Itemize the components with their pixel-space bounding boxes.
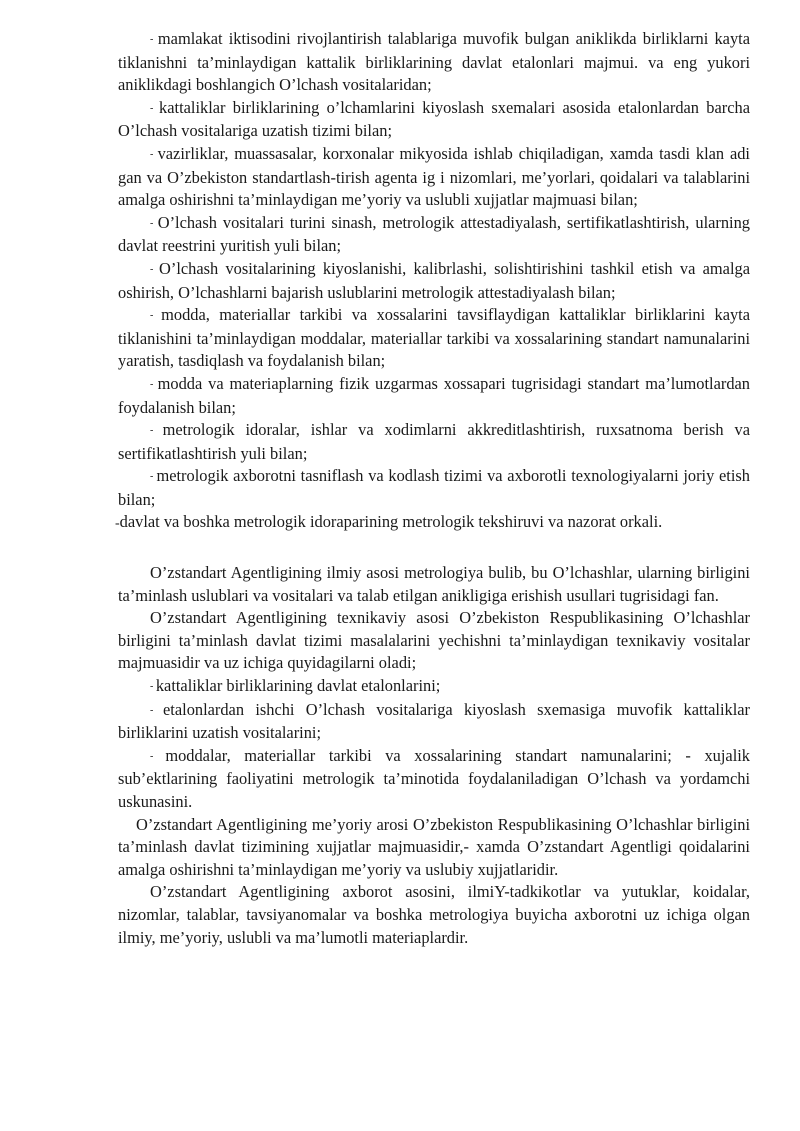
list-item: - moddalar, materiallar tarkibi va xossalarining standart namunalarini; - xujalik sub’ektlarining faoliyatini metrologik ta’minotida foydalaniladigan O’lchash va yordamchi uskunasini.: [118, 745, 750, 814]
list-item: - mamlakat iktisodini rivojlantirish talablariga muvofik bulgan aniklikda birliklarni kayta tiklanishni ta’minlaydigan kattalik birliklarining davlat etalonlari majmui. va eng yukori aniklikdagi boshlangich O’lchash vositalaridan;: [118, 28, 750, 97]
paragraph: O’zstandart Agentligining ilmiy asosi metrologiya bulib, bu O’lchashlar, ularning birligini ta’minlash uslublari va vositalari va talab etilgan anikligiga erishish usullari tugrisidagi fan.: [118, 563, 750, 605]
list-item: - kattaliklar birliklarining o’lchamlarini kiyoslash sxemalari asosida etalonlardan barcha O’lchash vositalariga uzatish tizimi bilan;: [118, 97, 750, 143]
list-item: - modda va materiaplarning fizik uzgarmas xossapari tugrisidagi standart ma’lumotlardan foydalanish bilan;: [118, 373, 750, 419]
list-item: - O’lchash vositalari turini sinash, metrologik attestadiyalash, sertifikatlashtirish, ularning davlat reestrini yuritish yuli bilan;: [118, 212, 750, 258]
list-item: - kattaliklar birliklarining davlat etalonlarini;: [118, 675, 750, 699]
list-item: - etalonlardan ishchi O’lchash vositalariga kiyoslash sxemasiga muvofik kattaliklar birliklarini uzatish vositalarini;: [118, 699, 750, 745]
paragraph: O’zstandart Agentligining me’yoriy arosi O’zbekiston Respublikasining O’lchashlar birligini ta’minlash davlat tizimining xujjatlar majmuasidir,- xamda O’zstandart Agentligi qoidalarini amalga oshirishni ta’minlaydigan me’yoriy va uslubiy xujjatlaridir.: [118, 814, 750, 879]
list-item: - O’lchash vositalarining kiyoslanishi, kalibrlashi, solishtirishini tashkil etish va amalga oshirish, O’lchashlarni bajarish uslublarini metrologik attestadiyalash bilan;: [118, 258, 750, 304]
paragraph: O’zstandart Agentligining texnikaviy asosi O’zbekiston Respublikasining O’lchashlar birligini ta’minlash davlat tizimi masalalarini yechishni ta’minlaydigan texnikaviy vositalar majmuasidir va uz ichiga quyidagilarni oladi;: [118, 608, 750, 673]
document-page: [118, 28, 750, 949]
list-item: - davlat va boshka metrologik idoraparining metrologik tekshiruvi va nazorat orkali.: [118, 511, 750, 536]
list-item: - metrologik axborotni tasniflash va kodlash tizimi va axborotli texnologiyalarni joriy etish bilan;: [118, 465, 750, 511]
list-item: - metrologik idoralar, ishlar va xodimlarni akkreditlashtirish, ruxsatnoma berish va sertifikatlashtirish yuli bilan;: [118, 419, 750, 465]
list-item: - vazirliklar, muassasalar, korxonalar mikyosida ishlab chiqiladigan, xamda tasdi klan adi gan va O’zbekiston standartlash-tirish agenta ig i nizomlari, me’yorlari, qoidalari va talablarini amalga oshirishni ta’minlaydigan me’yoriy va uslubli xujjatlar majmuasi bilan;: [118, 143, 750, 212]
list-item: - modda, materiallar tarkibi va xossalarini tavsiflaydigan kattaliklar birliklarini kayta tiklanishini ta’minlaydigan moddalar, materiallar tarkibi va xossalarining standart namunalarini yaratish, tasdiqlash va foydalanish bilan;: [118, 304, 750, 373]
paragraph-gap: [118, 536, 750, 562]
paragraph: O’zstandart Agentligining axborot asosini, ilmiY-tadkikotlar va yutuklar, koidalar, nizomlar, talablar, tavsiyanomalar va boshka metrologiya buyicha axborotni uz ichiga olgan ilmiy, me’yoriy, uslubli va ma’lumotli materiaplardir.: [118, 882, 750, 947]
